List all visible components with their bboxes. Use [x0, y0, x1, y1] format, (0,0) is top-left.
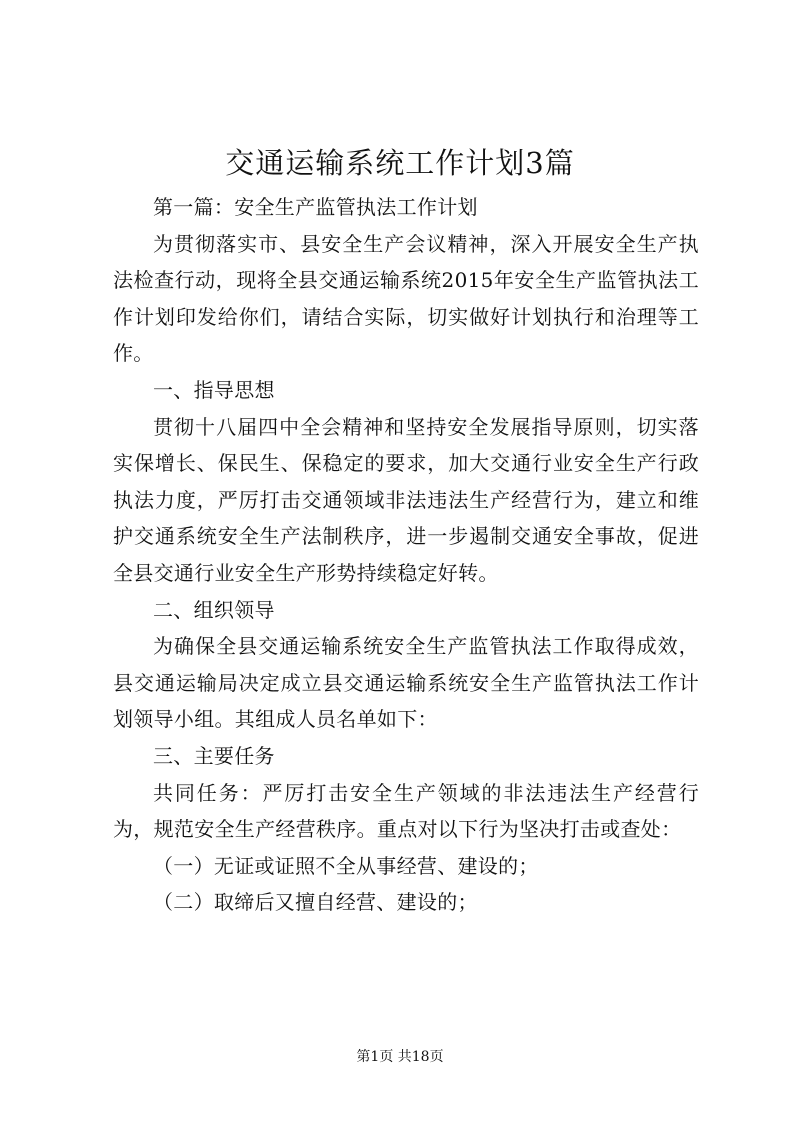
list-item-1: （一）无证或证照不全从事经营、建设的；: [153, 853, 539, 878]
document-body: [113, 189, 699, 921]
paragraph-common-tasks: 共同任务：严厉打击安全生产领域的非法违法生产经营行为，规范安全生产经营秩序。重点对以下行为坚决打击或查处：: [113, 780, 699, 842]
section-heading-main-tasks: 三、主要任务: [153, 743, 275, 768]
paragraph-intro: 为贯彻落实市、县安全生产会议精神，深入开展安全生产执法检查行动，现将全县交通运输系统2015年安全生产监管执法工作计划印发给你们，请结合实际，切实做好计划执行和治理等工作。: [113, 231, 699, 366]
paragraph-guiding-thought: 贯彻十八届四中全会精神和坚持安全发展指导原则，切实落实保增长、保民生、保稳定的要求，加大交通行业安全生产行政执法力度，严厉打击交通领域非法违法生产经营行为，建立和维护交通系统安全生产法制秩序，进一步遏制交通安全事故，促进全县交通行业安全生产形势持续稳定好转。: [113, 414, 699, 585]
section-heading-organization: 二、组织领导: [153, 597, 275, 622]
list-item-2: （二）取缔后又擅自经营、建设的；: [153, 890, 478, 915]
section-heading-guiding-thought: 一、指导思想: [153, 377, 275, 402]
document-title: 交通运输系统工作计划3篇: [225, 146, 575, 180]
page-footer: 第1页 共18页: [356, 1049, 444, 1065]
section-heading-part-one: 第一篇：安全生产监管执法工作计划: [153, 195, 478, 219]
paragraph-organization: 为确保全县交通运输系统安全生产监管执法工作取得成效，县交通运输局决定成立县交通运输系统安全生产监管执法工作计划领导小组。其组成人员名单如下：: [113, 634, 699, 732]
